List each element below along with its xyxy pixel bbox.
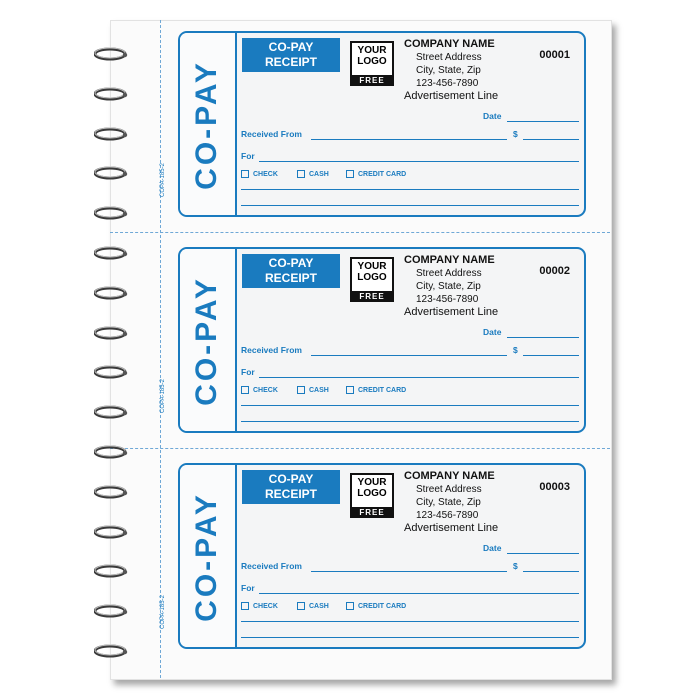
logo-placeholder: [350, 473, 394, 509]
amount-field[interactable]: [523, 139, 579, 140]
logo-text: YOUR: [357, 45, 387, 56]
cash-option[interactable]: [297, 602, 329, 610]
blank-line[interactable]: [241, 205, 579, 206]
form-code: COPA-185-2: [160, 163, 166, 197]
received-from-label: Received From: [241, 345, 302, 355]
form-code: COPA-185-2: [160, 379, 166, 413]
checkbox[interactable]: [297, 386, 305, 394]
check-label: CHECK: [253, 602, 278, 610]
form-code: COPA-185-2: [160, 595, 166, 629]
city-state-zip: City, State, Zip: [416, 65, 481, 76]
binding-ring: [94, 47, 130, 61]
city-state-zip: City, State, Zip: [416, 497, 481, 508]
for-label: For: [241, 367, 255, 377]
receipt-number: 00001: [539, 49, 570, 61]
checkbox[interactable]: [241, 170, 249, 178]
binding-ring: [94, 445, 130, 459]
side-title: CO-PAY: [190, 60, 223, 190]
received-from-field[interactable]: [311, 571, 507, 572]
date-label: Date: [483, 543, 502, 553]
logo-free-badge: FREE: [350, 292, 394, 302]
dollar-label: $: [513, 345, 518, 355]
received-from-field[interactable]: [311, 355, 507, 356]
credit-card-label: CREDIT CARD: [358, 170, 407, 178]
blank-line[interactable]: [241, 421, 579, 422]
company-name: COMPANY NAME: [404, 254, 495, 266]
receipt-number: 00002: [539, 265, 570, 277]
binding-ring: [94, 604, 130, 618]
check-label: CHECK: [253, 170, 278, 178]
stub-perforation: [160, 20, 161, 678]
binding-ring: [94, 326, 130, 340]
logo-placeholder: [350, 41, 394, 77]
advertisement-line: Advertisement Line: [404, 306, 499, 318]
logo-text: LOGO: [357, 272, 387, 283]
binding-ring: [94, 87, 130, 101]
advertisement-line: Advertisement Line: [404, 522, 499, 534]
cash-option[interactable]: [297, 386, 329, 394]
binding-ring: [94, 206, 130, 220]
receipt-number: 00003: [539, 481, 570, 493]
tag-line: RECEIPT: [264, 271, 317, 285]
tag-line: RECEIPT: [264, 55, 317, 69]
cash-label: CASH: [309, 170, 329, 178]
checkbox[interactable]: [346, 170, 354, 178]
received-from-label: Received From: [241, 129, 302, 139]
binding-ring: [94, 644, 130, 658]
blank-line[interactable]: [241, 621, 579, 622]
binding-ring: [94, 365, 130, 379]
logo-free-badge: FREE: [350, 76, 394, 86]
credit-card-label: CREDIT CARD: [358, 386, 407, 394]
received-from-field[interactable]: [311, 139, 507, 140]
logo-text: LOGO: [357, 56, 387, 67]
binding-ring: [94, 525, 130, 539]
for-field[interactable]: [259, 161, 579, 162]
received-from-label: Received From: [241, 561, 302, 571]
cash-label: CASH: [309, 386, 329, 394]
for-field[interactable]: [259, 377, 579, 378]
company-block: [404, 470, 498, 535]
checkbox[interactable]: [297, 602, 305, 610]
checkbox[interactable]: [241, 602, 249, 610]
date-field[interactable]: [507, 121, 579, 122]
perforation-line: [110, 232, 610, 233]
blank-line[interactable]: [241, 637, 579, 638]
phone: 123-456-7890: [416, 78, 479, 89]
phone: 123-456-7890: [416, 294, 479, 305]
tag-line: RECEIPT: [264, 487, 317, 501]
logo-text: YOUR: [357, 477, 387, 488]
binding-ring: [94, 246, 130, 260]
binding-ring: [94, 127, 130, 141]
receipt-stub: [160, 465, 237, 647]
receipt-stub: [160, 33, 237, 215]
check-option[interactable]: [241, 170, 278, 178]
company-name: COMPANY NAME: [404, 470, 495, 482]
receipt-stub: [160, 249, 237, 431]
logo-text: LOGO: [357, 488, 387, 499]
date-label: Date: [483, 327, 502, 337]
logo-free-badge: FREE: [350, 508, 394, 518]
binding-ring: [94, 564, 130, 578]
date-field[interactable]: [507, 337, 579, 338]
side-title: CO-PAY: [190, 276, 223, 406]
receipt-form: [160, 31, 586, 217]
checkbox[interactable]: [241, 386, 249, 394]
company-block: [404, 38, 498, 103]
receipt-tag: [242, 470, 340, 504]
credit-card-label: CREDIT CARD: [358, 602, 407, 610]
for-field[interactable]: [259, 593, 579, 594]
binding-ring: [94, 405, 130, 419]
dollar-label: $: [513, 561, 518, 571]
company-name: COMPANY NAME: [404, 38, 495, 50]
receipt-form: [160, 463, 586, 649]
street-address: Street Address: [416, 268, 482, 279]
cash-label: CASH: [309, 602, 329, 610]
city-state-zip: City, State, Zip: [416, 281, 481, 292]
check-option[interactable]: [241, 602, 278, 610]
binding-ring: [94, 166, 130, 180]
receipt-form: [160, 247, 586, 433]
perforation-line: [110, 448, 610, 449]
binding-ring: [94, 286, 130, 300]
side-title: CO-PAY: [190, 492, 223, 622]
credit-card-option[interactable]: [346, 386, 406, 394]
date-field[interactable]: [507, 553, 579, 554]
check-label: CHECK: [253, 386, 278, 394]
checkbox[interactable]: [346, 386, 354, 394]
date-label: Date: [483, 111, 502, 121]
company-block: [404, 254, 498, 319]
logo-text: YOUR: [357, 261, 387, 272]
street-address: Street Address: [416, 52, 482, 63]
receipt-tag: [242, 38, 340, 72]
amount-field[interactable]: [523, 355, 579, 356]
checkbox[interactable]: [297, 170, 305, 178]
amount-field[interactable]: [523, 571, 579, 572]
blank-line[interactable]: [241, 405, 579, 406]
tag-line: CO-PAY: [268, 256, 314, 270]
street-address: Street Address: [416, 484, 482, 495]
check-option[interactable]: [241, 386, 278, 394]
receipt-tag: [242, 254, 340, 288]
tag-line: CO-PAY: [268, 472, 314, 486]
checkbox[interactable]: [346, 602, 354, 610]
binding-ring: [94, 485, 130, 499]
for-label: For: [241, 583, 255, 593]
dollar-label: $: [513, 129, 518, 139]
blank-line[interactable]: [241, 189, 579, 190]
logo-placeholder: [350, 257, 394, 293]
for-label: For: [241, 151, 255, 161]
credit-card-option[interactable]: [346, 170, 406, 178]
cash-option[interactable]: [297, 170, 329, 178]
advertisement-line: Advertisement Line: [404, 90, 499, 102]
credit-card-option[interactable]: [346, 602, 406, 610]
phone: 123-456-7890: [416, 510, 479, 521]
tag-line: CO-PAY: [268, 40, 314, 54]
